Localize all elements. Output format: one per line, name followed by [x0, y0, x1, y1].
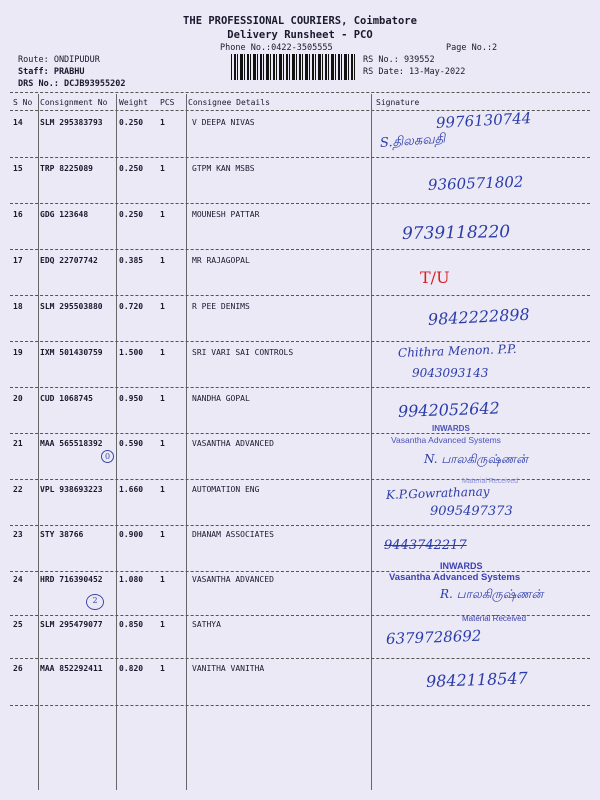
route: Route: ONDIPUDUR	[18, 55, 100, 65]
row-consignee: MR RAJAGOPAL	[192, 256, 250, 265]
row-consignee: AUTOMATION ENG	[192, 485, 260, 494]
row-pcs: 1	[160, 164, 165, 173]
row-rule	[10, 203, 590, 204]
signature-phone: 9842118547	[425, 668, 529, 691]
sheet-title: Delivery Runsheet - PCO	[227, 29, 373, 41]
row-pcs: 1	[160, 620, 165, 629]
row-sno: 18	[13, 302, 23, 311]
col-divider	[116, 94, 117, 790]
col-header-consignment: Consignment No	[40, 98, 108, 107]
row-consignment: SLM 295503880	[40, 302, 103, 311]
company-stamp: Vasantha Advanced Systems	[389, 572, 521, 583]
rs-number: RS No.: 939552	[363, 55, 435, 65]
row-consignee: SRI VARI SAI CONTROLS	[192, 348, 294, 357]
inwards-stamp: INWARDS	[432, 424, 470, 433]
row-consignment: CUD 1068745	[40, 394, 93, 403]
signature-phone: 9739118220	[401, 222, 511, 244]
row-sno: 22	[13, 485, 23, 494]
row-consignee: GTPM KAN MSBS	[192, 164, 255, 173]
row-sno: 26	[13, 664, 23, 673]
margin-circle-mark: 0	[101, 450, 114, 463]
row-consignment: MAA 852292411	[40, 664, 103, 673]
signature-phone: 9942052642	[397, 398, 501, 421]
row-weight: 0.950	[119, 394, 144, 403]
row-weight: 0.850	[119, 620, 144, 629]
row-consignee: VANITHA VANITHA	[192, 664, 265, 673]
col-header-pcs: PCS	[160, 98, 175, 107]
row-weight: 1.500	[119, 348, 144, 357]
row-consignment: EDQ 22707742	[40, 256, 98, 265]
row-rule	[10, 525, 590, 526]
row-pcs: 1	[160, 439, 165, 448]
row-consignee: R PEE DENIMS	[192, 302, 250, 311]
row-pcs: 1	[160, 485, 165, 494]
signature-phone: 9976130744	[435, 109, 532, 132]
row-sno: 24	[13, 575, 23, 584]
signature-phone: 9095497373	[430, 504, 513, 519]
barcode	[231, 54, 357, 80]
row-sno: 25	[13, 620, 23, 629]
col-header-weight: Weight	[119, 98, 148, 107]
signature-phone: 9842222898	[427, 304, 531, 329]
row-weight: 0.250	[119, 210, 144, 219]
row-weight: 0.590	[119, 439, 144, 448]
inwards-stamp: INWARDS	[440, 561, 483, 571]
row-weight: 1.660	[119, 485, 144, 494]
row-sno: 15	[13, 164, 23, 173]
row-rule	[10, 433, 590, 434]
company-stamp: Vasantha Advanced Systems	[391, 435, 501, 445]
row-consignee: V DEEPA NIVAS	[192, 118, 255, 127]
row-pcs: 1	[160, 118, 165, 127]
drs-number: DRS No.: DCJB93955202	[18, 79, 126, 89]
row-rule	[10, 705, 590, 706]
table-top-rule	[10, 92, 590, 93]
row-consignee: MOUNESH PATTAR	[192, 210, 260, 219]
signature: Chithra Menon. P.P.	[397, 341, 517, 360]
col-divider	[371, 94, 372, 790]
row-consignment: HRD 716390452	[40, 575, 103, 584]
row-consignment: TRP 8225089	[40, 164, 93, 173]
row-consignment: VPL 938693223	[40, 485, 103, 494]
row-pcs: 1	[160, 302, 165, 311]
row-weight: 0.250	[119, 164, 144, 173]
row-rule	[10, 157, 590, 158]
row-rule	[10, 295, 590, 296]
row-sno: 23	[13, 530, 23, 539]
signature-phone: 9043093143	[412, 366, 489, 380]
row-weight: 0.820	[119, 664, 144, 673]
row-pcs: 1	[160, 664, 165, 673]
row-rule	[10, 658, 590, 659]
row-consignment: SLM 295383793	[40, 118, 103, 127]
col-header-sno: S No	[13, 98, 33, 107]
row-weight: 0.250	[119, 118, 144, 127]
company-title: THE PROFESSIONAL COURIERS, Coimbatore	[183, 15, 417, 27]
signature: R. பாலகிருஷ்ணன்	[440, 587, 544, 601]
row-weight: 0.900	[119, 530, 144, 539]
row-consignee: DHANAM ASSOCIATES	[192, 530, 274, 539]
signature-phone: 9443742217	[384, 538, 467, 553]
row-weight: 0.385	[119, 256, 144, 265]
signature: K.P.Gowrathanay	[385, 484, 490, 502]
row-sno: 16	[13, 210, 23, 219]
row-pcs: 1	[160, 530, 165, 539]
row-pcs: 1	[160, 394, 165, 403]
margin-circle-mark: 2	[86, 594, 104, 610]
row-sno: 20	[13, 394, 23, 403]
material-received-stamp: Material Received	[462, 478, 519, 485]
page-number: Page No.:2	[446, 43, 498, 53]
col-header-consignee: Consignee Details	[188, 98, 270, 107]
row-weight: 1.080	[119, 575, 144, 584]
phone-number: Phone No.:0422-3505555	[220, 43, 333, 53]
signature: N. பாலகிருஷ்ணன்	[424, 452, 528, 466]
row-consignment: STY 38766	[40, 530, 84, 539]
row-pcs: 1	[160, 348, 165, 357]
row-consignee: VASANTHA ADVANCED	[192, 439, 274, 448]
row-consignment: GDG 123648	[40, 210, 89, 219]
row-pcs: 1	[160, 210, 165, 219]
row-consignment: IXM 501430759	[40, 348, 103, 357]
row-consignee: VASANTHA ADVANCED	[192, 575, 274, 584]
signature-note: T/U	[420, 268, 450, 287]
col-divider	[38, 94, 39, 790]
row-consignment: SLM 295479077	[40, 620, 103, 629]
row-sno: 21	[13, 439, 23, 448]
row-sno: 19	[13, 348, 23, 357]
row-rule	[10, 249, 590, 250]
staff: Staff: PRABHU	[18, 67, 85, 77]
row-pcs: 1	[160, 256, 165, 265]
signature-phone: 9360571802	[427, 172, 524, 194]
signature: S.திலகவதி	[379, 131, 446, 151]
row-consignee: SATHYA	[192, 620, 221, 629]
col-header-signature: Signature	[376, 98, 420, 107]
rs-date: RS Date: 13-May-2022	[363, 67, 466, 77]
row-sno: 14	[13, 118, 23, 127]
row-pcs: 1	[160, 575, 165, 584]
col-divider	[186, 94, 187, 790]
signature-phone: 6379728692	[385, 626, 482, 648]
row-sno: 17	[13, 256, 23, 265]
material-received-stamp: Material Received	[462, 614, 527, 623]
row-consignee: NANDHA GOPAL	[192, 394, 250, 403]
row-weight: 0.720	[119, 302, 144, 311]
row-consignment: MAA 565518392	[40, 439, 103, 448]
row-rule	[10, 387, 590, 388]
